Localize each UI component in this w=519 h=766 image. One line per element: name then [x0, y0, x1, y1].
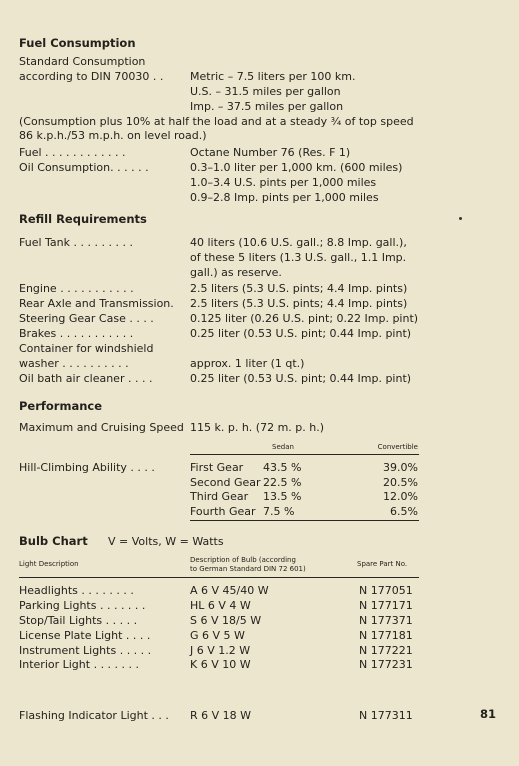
bulb-row-part: N 177181 [359, 629, 413, 642]
bulb-row-bulb: J 6 V 1.2 W [190, 644, 251, 657]
washer-label-line1: Container for windshield [19, 342, 154, 355]
gear-name: Third Gear [190, 490, 249, 503]
fuel-consumption-heading: Fuel Consumption [19, 36, 136, 50]
gear-sedan-value: 7.5 % [263, 505, 295, 518]
bulb-row-light: Parking Lights . . . . . . . [19, 599, 146, 612]
sedan-column-header: Sedan [272, 443, 294, 451]
oil-bath-value: 0.25 liter (0.53 U.S. pint; 0.44 Imp. pint) [190, 372, 412, 385]
bulb-row-part: N 177051 [359, 584, 413, 597]
bulb-description-header-2: to German Standard DIN 72 601) [190, 565, 306, 573]
oil-consumption-label: Oil Consumption. . . . . . [19, 161, 149, 174]
refill-requirements-heading: Refill Requirements [19, 212, 147, 226]
gear-name: First Gear [190, 461, 244, 474]
bulb-row-part: N 177231 [359, 658, 413, 671]
bulb-row-part: N 177221 [359, 644, 413, 657]
bulb-row-part: N 177371 [359, 614, 413, 627]
fuel-tank-value-3: gall.) as reserve. [190, 266, 282, 279]
performance-heading: Performance [19, 399, 103, 413]
bulb-row-bulb: HL 6 V 4 W [190, 599, 251, 612]
page-number: 81 [480, 707, 497, 721]
bulb-row-light: Instrument Lights . . . . . [19, 644, 152, 657]
gear-convertible-value: 39.0% [383, 461, 418, 474]
din-label: according to DIN 70030 . . [19, 70, 164, 83]
bulb-row-bulb: A 6 V 45/40 W [190, 584, 269, 597]
max-speed-label: Maximum and Cruising Speed [19, 421, 184, 434]
fuel-tank-value-2: of these 5 liters (1.3 U.S. gall., 1.1 Imp. [190, 251, 407, 264]
gear-sedan-value: 43.5 % [263, 461, 302, 474]
gear-convertible-value: 12.0% [383, 490, 418, 503]
washer-label-line2: washer . . . . . . . . . . [19, 357, 129, 370]
oil-consumption-value-3: 0.9–2.8 Imp. pints per 1,000 miles [190, 191, 379, 204]
fuel-tank-label: Fuel Tank . . . . . . . . . [19, 236, 133, 249]
us-value: U.S. – 31.5 miles per gallon [190, 85, 341, 98]
convertible-column-header: Convertible [377, 443, 418, 451]
bulb-row-bulb: S 6 V 18/5 W [190, 614, 262, 627]
spare-part-header: Spare Part No. [357, 560, 408, 568]
imp-value: Imp. – 37.5 miles per gallon [190, 100, 344, 113]
bulb-chart-heading: Bulb Chart [19, 534, 88, 548]
washer-value: approx. 1 liter (1 qt.) [190, 357, 305, 370]
max-speed-value: 115 k. p. h. (72 m. p. h.) [190, 421, 325, 434]
refill-row-value: 2.5 liters (5.3 U.S. pints; 4.4 Imp. pints) [190, 282, 408, 295]
gear-convertible-value: 6.5% [390, 505, 418, 518]
refill-row-label: Engine . . . . . . . . . . . [19, 282, 134, 295]
gear-sedan-value: 22.5 % [263, 476, 302, 489]
bulb-description-header-1: Description of Bulb (according [190, 556, 296, 564]
flashing-indicator-label: Flashing Indicator Light . . . [19, 709, 169, 722]
consumption-note-line2: 86 k.p.h./53 m.p.h. on level road.) [19, 129, 207, 142]
bulb-row-part: N 177171 [359, 599, 413, 612]
bulb-header-rule [19, 577, 419, 578]
fuel-tank-value-1: 40 liters (10.6 U.S. gall.; 8.8 Imp. gall.), [190, 236, 407, 249]
oil-consumption-value-2: 1.0–3.4 U.S. pints per 1,000 miles [190, 176, 377, 189]
refill-row-value: 0.25 liter (0.53 U.S. pint; 0.44 Imp. pint) [190, 327, 412, 340]
bulb-row-light: Interior Light . . . . . . . [19, 658, 140, 671]
oil-bath-label: Oil bath air cleaner . . . . [19, 372, 153, 385]
refill-row-label: Steering Gear Case . . . . [19, 312, 154, 325]
bulb-row-light: Stop/Tail Lights . . . . . [19, 614, 138, 627]
performance-footer-rule [190, 520, 419, 521]
performance-header-rule [190, 454, 419, 455]
light-description-header: Light Description [19, 560, 79, 568]
refill-row-value: 2.5 liters (5.3 U.S. pints; 4.4 Imp. pints) [190, 297, 408, 310]
gear-sedan-value: 13.5 % [263, 490, 302, 503]
fuel-value: Octane Number 76 (Res. F 1) [190, 146, 351, 159]
gear-name: Fourth Gear [190, 505, 256, 518]
flashing-indicator-part: N 177311 [359, 709, 413, 722]
metric-value: Metric – 7.5 liters per 100 km. [190, 70, 356, 83]
consumption-note-line1: (Consumption plus 10% at half the load and at a steady ¾ of top speed [19, 115, 414, 128]
fuel-label: Fuel . . . . . . . . . . . . [19, 146, 126, 159]
gear-convertible-value: 20.5% [383, 476, 418, 489]
bulb-chart-legend: V = Volts, W = Watts [108, 535, 224, 548]
bulb-row-light: Headlights . . . . . . . . [19, 584, 134, 597]
refill-row-label: Rear Axle and Transmission. [19, 297, 174, 310]
flashing-indicator-bulb: R 6 V 18 W [190, 709, 252, 722]
bulb-row-bulb: K 6 V 10 W [190, 658, 251, 671]
gear-name: Second Gear [190, 476, 261, 489]
bulb-row-bulb: G 6 V 5 W [190, 629, 245, 642]
standard-consumption-label: Standard Consumption [19, 55, 146, 68]
refill-row-value: 0.125 liter (0.26 U.S. pint; 0.22 Imp. pint) [190, 312, 419, 325]
paper-speck [459, 217, 462, 220]
refill-row-label: Brakes . . . . . . . . . . . [19, 327, 134, 340]
hill-climbing-label: Hill-Climbing Ability . . . . [19, 461, 155, 474]
oil-consumption-value-1: 0.3–1.0 liter per 1,000 km. (600 miles) [190, 161, 403, 174]
bulb-row-light: License Plate Light . . . . [19, 629, 151, 642]
